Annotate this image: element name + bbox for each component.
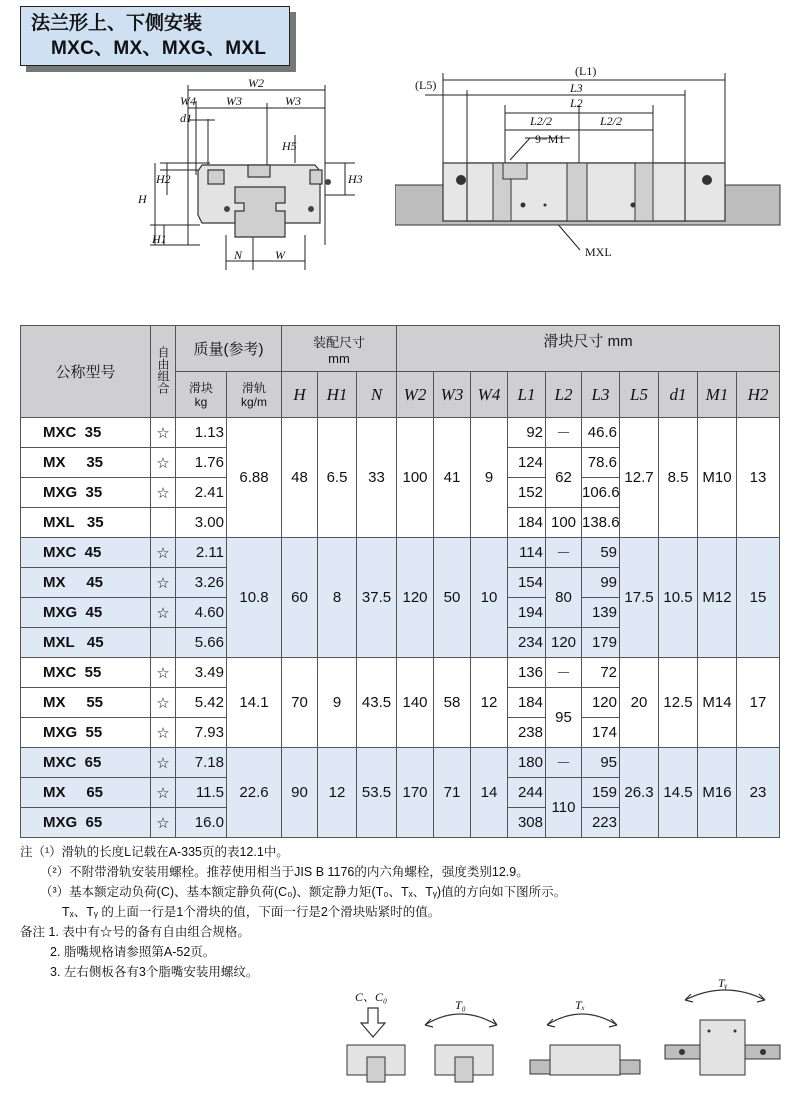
h-cell: 60 [282,538,318,658]
free-combo-cell: ☆ [151,748,176,778]
block-mass-cell: 3.26 [176,568,227,598]
l3-cell: 120 [582,688,620,718]
label-ty: Tᵧ [718,976,728,990]
l2-cell: － [546,418,582,448]
n-cell: 37.5 [357,538,397,658]
label-m1: 9−M1 [535,132,565,146]
m1-cell: M12 [698,538,737,658]
l2-cell: － [546,538,582,568]
d1-cell: 10.5 [659,538,698,658]
w2-cell: 170 [397,748,434,838]
header-block-kg: 滑块 kg [176,372,227,418]
l3-cell: 72 [582,658,620,688]
h1-cell: 6.5 [318,418,357,538]
free-combo-cell [151,628,176,658]
label-h: H [138,192,147,206]
model-cell: MXC 45 [21,538,151,568]
h1-cell: 9 [318,658,357,748]
label-l5: (L5) [415,78,437,92]
header-col: N [357,372,397,418]
front-view-drawing [130,75,380,275]
l3-cell: 159 [582,778,620,808]
l1-cell: 194 [508,598,546,628]
model-cell: MX 65 [21,778,151,808]
l2-cell: 120 [546,628,582,658]
header-col: W4 [471,372,508,418]
w2-cell: 100 [397,418,434,538]
note-3b: Tₓ、Tᵧ 的上面一行是1个滑块的值，下面一行是2个滑块贴紧时的值。 [62,905,441,919]
header-model: 公称型号 [21,326,151,418]
rail-mass-cell: 14.1 [227,658,282,748]
l1-cell: 154 [508,568,546,598]
side-view-drawing [395,55,785,270]
label-mxl: MXL [585,245,612,259]
label-tx: Tₓ [575,998,586,1012]
h2-cell: 17 [737,658,780,748]
l2-cell: － [546,748,582,778]
header-col: L1 [508,372,546,418]
remark-1: 备注 1. 表中有☆号的备有自由组合规格。 [20,925,250,939]
label-t0: T₀ [455,998,466,1012]
d1-cell: 12.5 [659,658,698,748]
block-mass-cell: 1.13 [176,418,227,448]
l3-cell: 139 [582,598,620,628]
n-cell: 43.5 [357,658,397,748]
h-cell: 48 [282,418,318,538]
free-combo-cell [151,508,176,538]
label-w2: W2 [248,76,264,90]
n-cell: 53.5 [357,748,397,838]
header-col: L2 [546,372,582,418]
l1-cell: 180 [508,748,546,778]
header-free: 自由组合 [151,326,176,418]
block-mass-cell: 16.0 [176,808,227,838]
rail-mass-cell: 22.6 [227,748,282,838]
table-row [21,748,780,778]
spec-table [20,325,780,838]
label-l1: (L1) [575,64,597,78]
model-cell: MXG 55 [21,718,151,748]
d1-cell: 8.5 [659,418,698,538]
header-assembly: 装配尺寸 mm [282,326,397,372]
w3-cell: 50 [434,538,471,658]
m1-cell: M14 [698,658,737,748]
note-3: （³）基本额定动负荷(C)、基本额定静负荷(C₀)、额定静力矩(T₀、Tₓ、Tᵧ)值的方向如下图所示。 [40,885,567,899]
m1-cell: M16 [698,748,737,838]
l1-cell: 92 [508,418,546,448]
block-mass-cell: 7.93 [176,718,227,748]
l2-cell: 95 [546,688,582,748]
label-d1: d1 [180,111,192,125]
block-mass-cell: 5.66 [176,628,227,658]
w4-cell: 10 [471,538,508,658]
w3-cell: 58 [434,658,471,748]
block-mass-cell: 3.00 [176,508,227,538]
free-combo-cell: ☆ [151,808,176,838]
label-h1: H1 [152,232,167,246]
l2-cell: 100 [546,508,582,538]
free-combo-cell: ☆ [151,568,176,598]
model-cell: MXG 35 [21,478,151,508]
model-cell: MXC 55 [21,658,151,688]
label-h2: H2 [156,172,171,186]
header-slider: 滑块尺寸 mm [397,326,780,372]
h-cell: 90 [282,748,318,838]
header-col: M1 [698,372,737,418]
l3-cell: 179 [582,628,620,658]
d1-cell: 14.5 [659,748,698,838]
load-direction-diagrams [335,975,790,1090]
l1-cell: 184 [508,508,546,538]
table-row [21,538,780,568]
model-cell: MXC 35 [21,418,151,448]
model-cell: MXG 65 [21,808,151,838]
l1-cell: 308 [508,808,546,838]
model-cell: MXL 45 [21,628,151,658]
label-h5: H5 [282,139,297,153]
l2-cell: 110 [546,778,582,838]
free-combo-cell: ☆ [151,718,176,748]
block-mass-cell: 2.41 [176,478,227,508]
w3-cell: 71 [434,748,471,838]
block-mass-cell: 7.18 [176,748,227,778]
l2-cell: 80 [546,568,582,628]
l5-cell: 20 [620,658,659,748]
l3-cell: 78.6 [582,448,620,478]
l3-cell: 106.6 [582,478,620,508]
label-l2-half-right: L2/2 [600,114,623,128]
l1-cell: 152 [508,478,546,508]
block-mass-cell: 4.60 [176,598,227,628]
label-l2-half-left: L2/2 [530,114,553,128]
model-cell: MXL 35 [21,508,151,538]
notes-section [20,842,780,982]
block-mass-cell: 2.11 [176,538,227,568]
header-col: H [282,372,318,418]
l2-cell: 62 [546,448,582,508]
label-w3-left: W3 [226,94,242,108]
h-cell: 70 [282,658,318,748]
spec-table-body [21,418,780,838]
label-w3-right: W3 [285,94,301,108]
note-1: 注（¹）滑轨的长度L记载在A-335页的表12.1中。 [20,845,289,859]
l5-cell: 17.5 [620,538,659,658]
model-cell: MX 45 [21,568,151,598]
l1-cell: 184 [508,688,546,718]
free-combo-cell: ☆ [151,418,176,448]
w4-cell: 12 [471,658,508,748]
m1-cell: M10 [698,418,737,538]
note-2: （²）不附带滑轨安装用螺栓。推荐使用相当于JIS B 1176的内六角螺栓，强度类别12.9。 [40,865,529,879]
header-col: d1 [659,372,698,418]
w2-cell: 120 [397,538,434,658]
model-cell: MX 35 [21,448,151,478]
label-l2: L2 [570,96,583,110]
label-n: N [234,248,243,262]
header-mass: 质量(参考) [176,326,282,372]
rail-mass-cell: 10.8 [227,538,282,658]
table-row [21,418,780,448]
l1-cell: 114 [508,538,546,568]
l3-cell: 59 [582,538,620,568]
header-col: W2 [397,372,434,418]
w2-cell: 140 [397,658,434,748]
block-mass-cell: 5.42 [176,688,227,718]
l1-cell: 238 [508,718,546,748]
l1-cell: 234 [508,628,546,658]
w4-cell: 14 [471,748,508,838]
free-combo-cell: ☆ [151,778,176,808]
l5-cell: 26.3 [620,748,659,838]
free-combo-cell: ☆ [151,538,176,568]
block-mass-cell: 1.76 [176,448,227,478]
w4-cell: 9 [471,418,508,538]
rail-mass-cell: 6.88 [227,418,282,538]
table-row [21,658,780,688]
section-title: 法兰形上、下侧安装 [31,13,203,34]
header-col: L5 [620,372,659,418]
label-w4: W4 [180,94,196,108]
block-mass-cell: 11.5 [176,778,227,808]
header-col: L3 [582,372,620,418]
label-c-c0: C、C₀ [355,990,388,1004]
h1-cell: 8 [318,538,357,658]
l5-cell: 12.7 [620,418,659,538]
section-title-box [20,6,290,66]
l1-cell: 124 [508,448,546,478]
l3-cell: 95 [582,748,620,778]
h2-cell: 23 [737,748,780,838]
model-cell: MXC 65 [21,748,151,778]
header-col: W3 [434,372,471,418]
header-col: H1 [318,372,357,418]
free-combo-cell: ☆ [151,688,176,718]
free-combo-cell: ☆ [151,478,176,508]
h2-cell: 13 [737,418,780,538]
free-combo-cell: ☆ [151,658,176,688]
l3-cell: 46.6 [582,418,620,448]
l3-cell: 174 [582,718,620,748]
header-rail-kgm: 滑轨 kg/m [227,372,282,418]
l1-cell: 136 [508,658,546,688]
n-cell: 33 [357,418,397,538]
label-w: W [275,248,285,262]
label-h3: H3 [348,172,363,186]
l1-cell: 244 [508,778,546,808]
label-l3: L3 [570,81,583,95]
w3-cell: 41 [434,418,471,538]
free-combo-cell: ☆ [151,598,176,628]
l2-cell: － [546,658,582,688]
header-col: H2 [737,372,780,418]
l3-cell: 99 [582,568,620,598]
block-mass-cell: 3.49 [176,658,227,688]
section-subtitle: MXC、MX、MXG、MXL [51,38,267,59]
remark-2: 2. 脂嘴规格请参照第A-52页。 [50,945,216,959]
remark-3: 3. 左右侧板各有3个脂嘴安装用螺纹。 [50,965,259,979]
free-combo-cell: ☆ [151,448,176,478]
h2-cell: 15 [737,538,780,658]
l3-cell: 138.6 [582,508,620,538]
model-cell: MX 55 [21,688,151,718]
model-cell: MXG 45 [21,598,151,628]
l3-cell: 223 [582,808,620,838]
h1-cell: 12 [318,748,357,838]
